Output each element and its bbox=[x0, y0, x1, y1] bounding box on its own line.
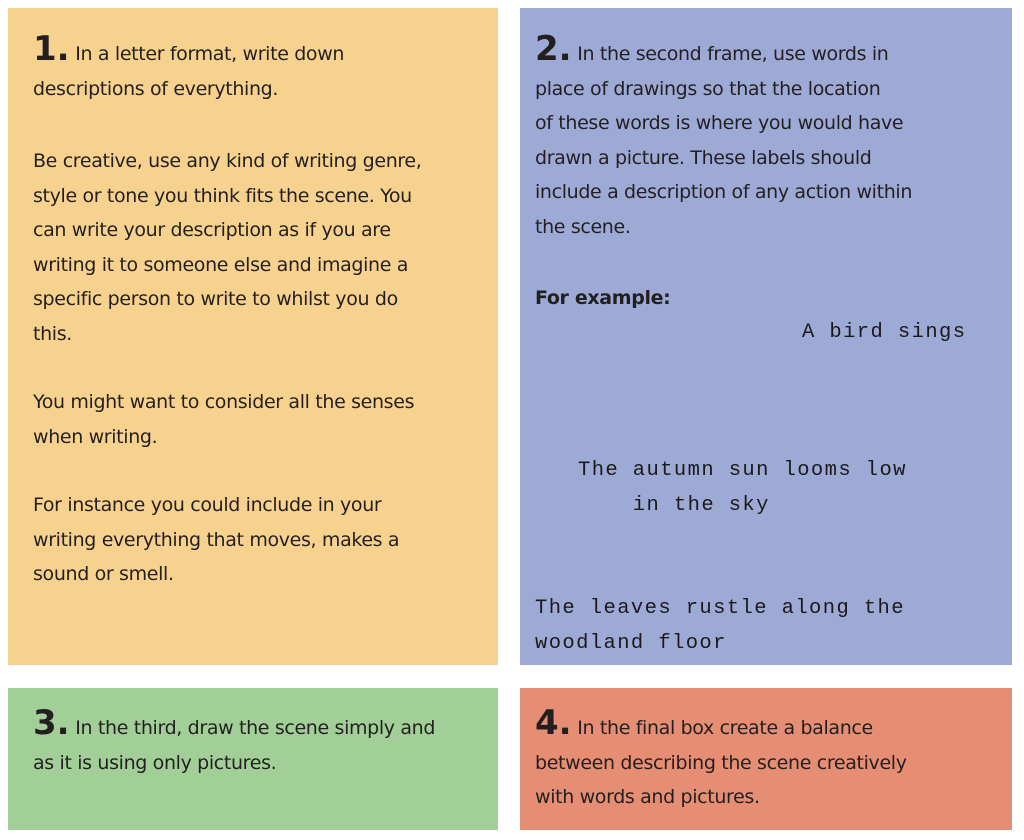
step-intro-rest: descriptions of everything. bbox=[33, 77, 279, 100]
step-number: 4. bbox=[535, 703, 572, 743]
panel-4-instructions bbox=[535, 703, 1005, 815]
step-intro-first-line: In the third, draw the scene simply and bbox=[69, 717, 436, 739]
step-intro-first-line: In the second frame, use words in bbox=[571, 43, 889, 65]
step-intro-rest: between describing the scene creatively with words and pictures. bbox=[535, 751, 907, 808]
example-label-sun: The autumn sun looms low in the sky bbox=[578, 459, 907, 517]
step-intro-first-line: In a letter format, write down bbox=[69, 43, 345, 65]
step-number: 1. bbox=[33, 29, 70, 69]
panel-3-instructions bbox=[33, 703, 493, 780]
step-intro-first-line: In the final box create a balance bbox=[571, 717, 873, 739]
example-heading: For example: bbox=[535, 287, 671, 309]
panel-balance bbox=[520, 688, 1012, 830]
paragraph-senses: You might want to consider all the senses when writing. bbox=[33, 391, 415, 448]
step-number: 2. bbox=[535, 29, 572, 69]
panel-2-instructions bbox=[535, 29, 1005, 244]
step-intro-rest: as it is using only pictures. bbox=[33, 751, 277, 774]
panel-1-instructions bbox=[33, 29, 493, 106]
step-number: 3. bbox=[33, 703, 70, 743]
panel-pictures-only bbox=[8, 688, 498, 830]
paragraph-for-instance: For instance you could include in your writing everything that moves, makes a sound or smell. bbox=[33, 494, 400, 585]
example-label-bird: A bird sings bbox=[802, 321, 967, 344]
paragraph-creative: Be creative, use any kind of writing genre, style or tone you think fits the scene. You can write your description as if you are writing it to someone else and imagine a specific person to write to whilst you do this. bbox=[33, 150, 422, 345]
panel-word-labels bbox=[520, 8, 1012, 665]
panel-letter-format bbox=[8, 8, 498, 665]
example-label-leaves: The leaves rustle along the woodland floor bbox=[535, 597, 905, 655]
step-intro-rest: place of drawings so that the location of these words is where you would have drawn a picture. These labels should include a description of any action within the scene. bbox=[535, 77, 913, 238]
